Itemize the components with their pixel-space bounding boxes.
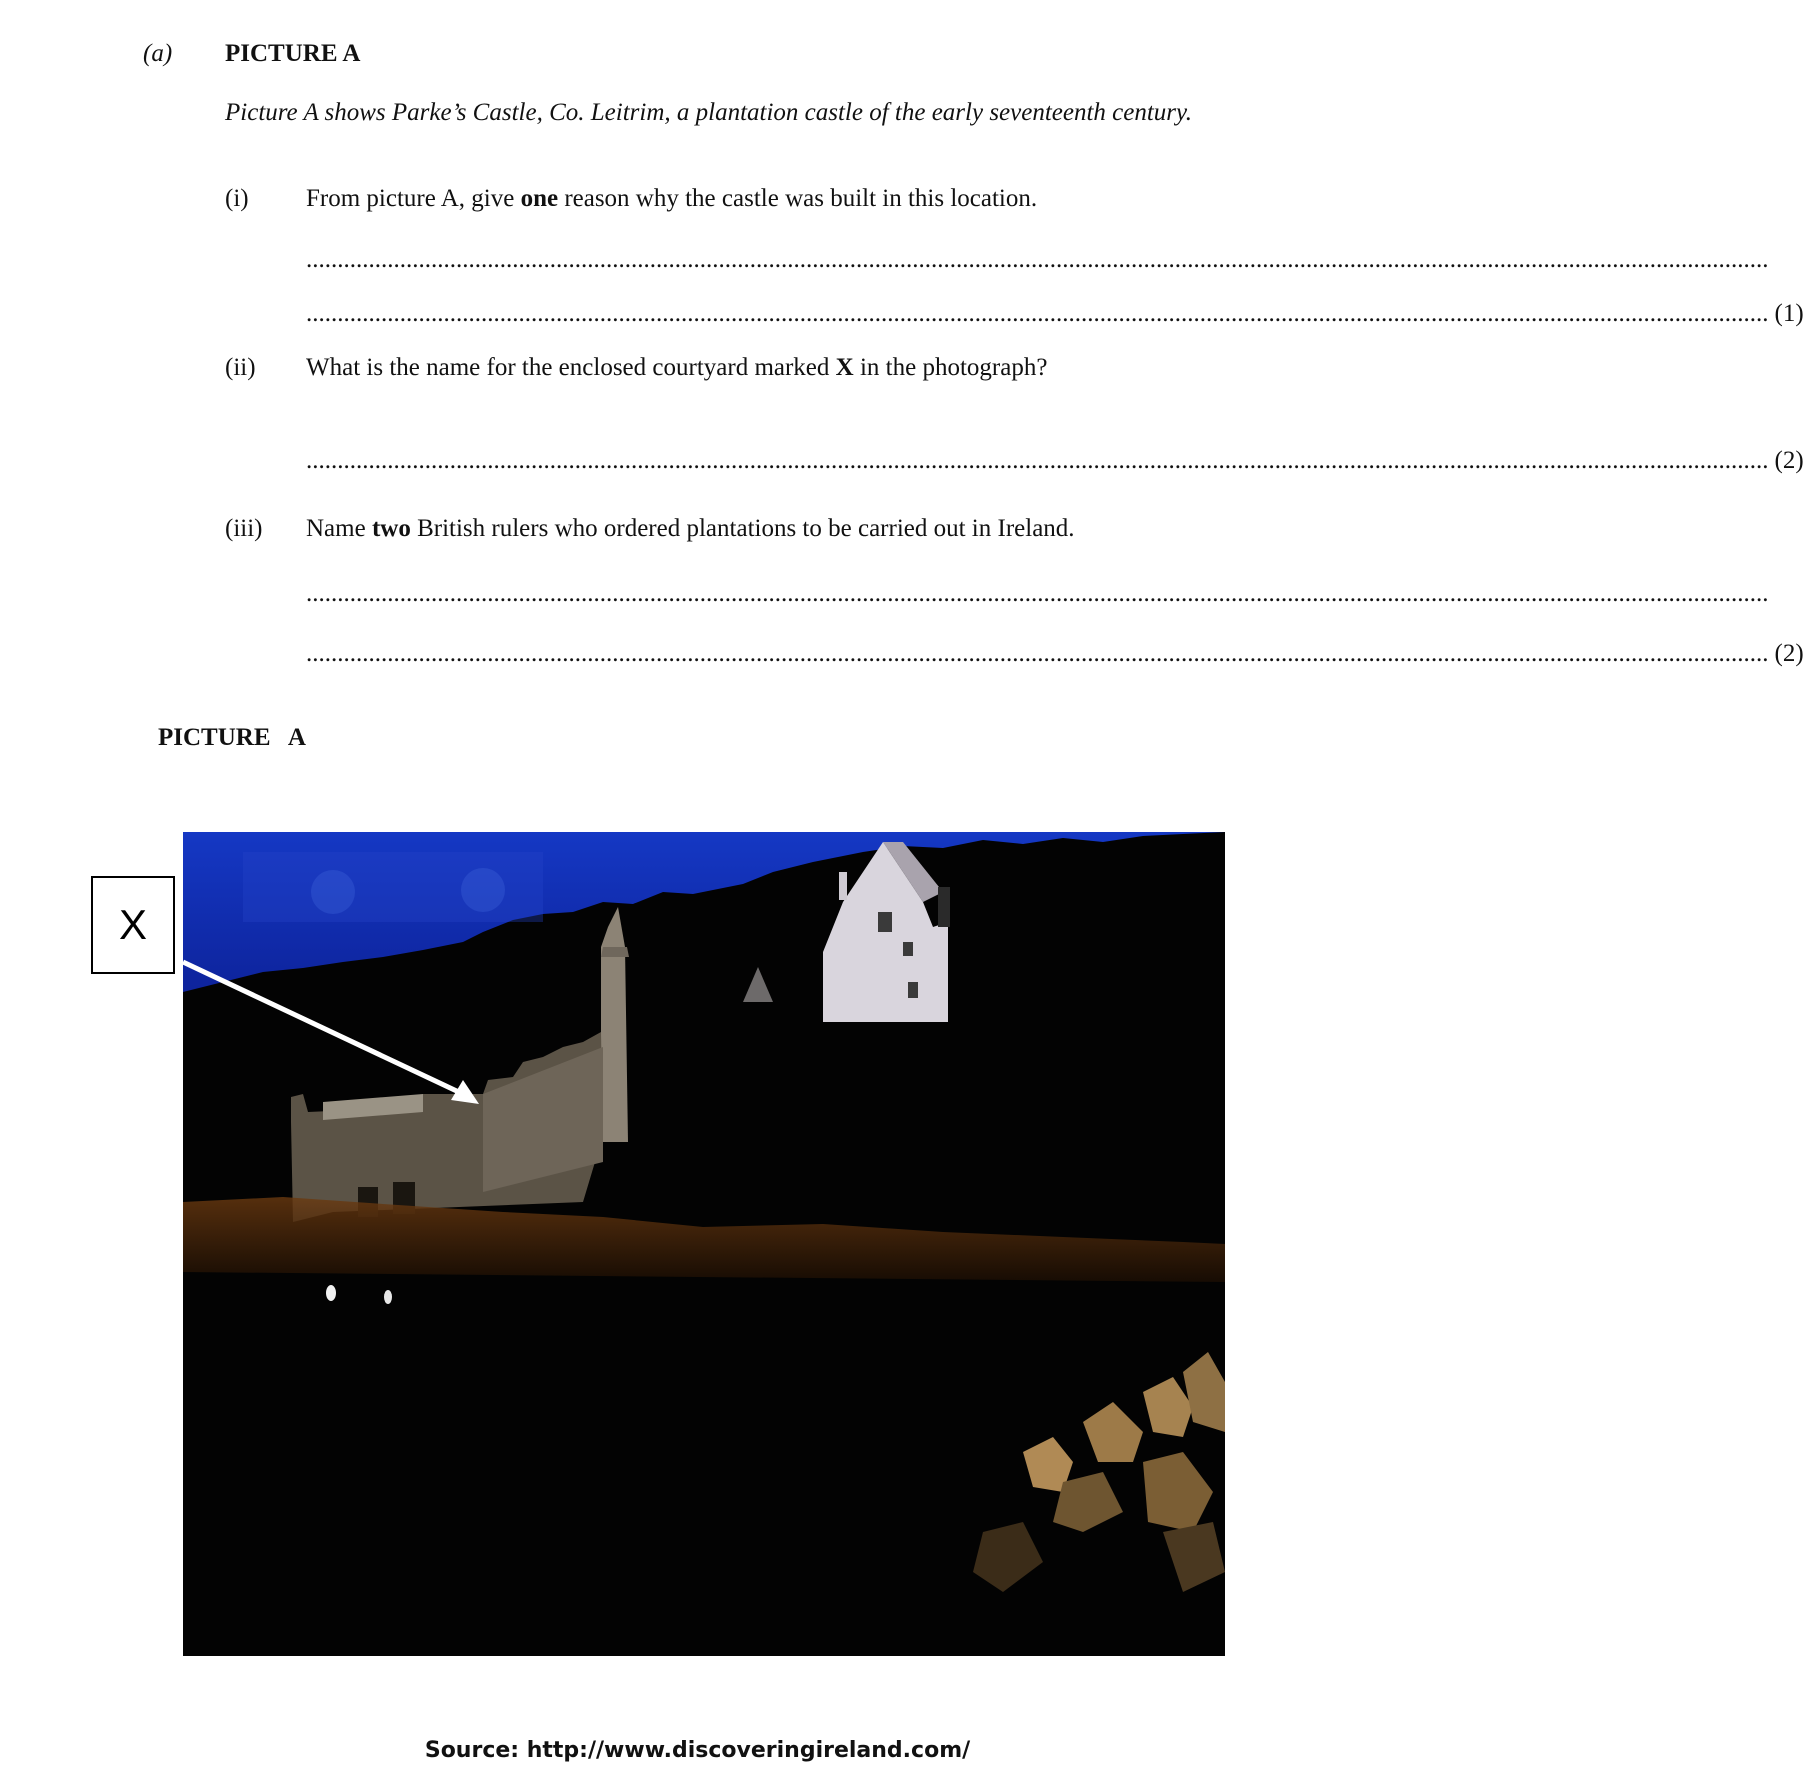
question-2-number: (ii) bbox=[225, 354, 256, 381]
answer-line-2[interactable]: .......................................................................................................................................................................................................................................... (2) bbox=[306, 447, 1804, 474]
castle-photograph bbox=[183, 832, 1225, 1656]
question-2-text: What is the name for the enclosed courtyard marked X in the photograph? bbox=[306, 354, 1048, 381]
image-source: Source: http://www.discoveringireland.com/ bbox=[424, 1738, 971, 1763]
question-1-number: (i) bbox=[225, 185, 249, 212]
answer-line-1b[interactable]: .......................................................................................................................................................................................................................................... (1) bbox=[306, 300, 1804, 327]
answer-line-3a[interactable]: .......................................................................................................................................................................................................................................... bbox=[306, 580, 1769, 607]
mark-2: (2) bbox=[1774, 447, 1804, 474]
question-3-number: (iii) bbox=[225, 515, 263, 542]
part-heading: PICTURE A bbox=[225, 40, 361, 67]
part-intro: Picture A shows Parke’s Castle, Co. Leitrim, a plantation castle of the early seventeenth century. bbox=[225, 99, 1193, 126]
mark-1: (1) bbox=[1774, 300, 1804, 327]
marker-x-box: X bbox=[91, 876, 175, 974]
mark-3: (2) bbox=[1774, 640, 1804, 667]
figure-label: PICTURE A bbox=[158, 724, 306, 751]
answer-line-3b[interactable]: .......................................................................................................................................................................................................................................... (2) bbox=[306, 640, 1804, 667]
question-3-text: Name two British rulers who ordered plantations to be carried out in Ireland. bbox=[306, 515, 1075, 542]
answer-line-1a[interactable]: .......................................................................................................................................................................................................................................... bbox=[306, 246, 1769, 273]
part-label: (a) bbox=[143, 40, 173, 67]
question-1-text: From picture A, give one reason why the castle was built in this location. bbox=[306, 185, 1038, 212]
